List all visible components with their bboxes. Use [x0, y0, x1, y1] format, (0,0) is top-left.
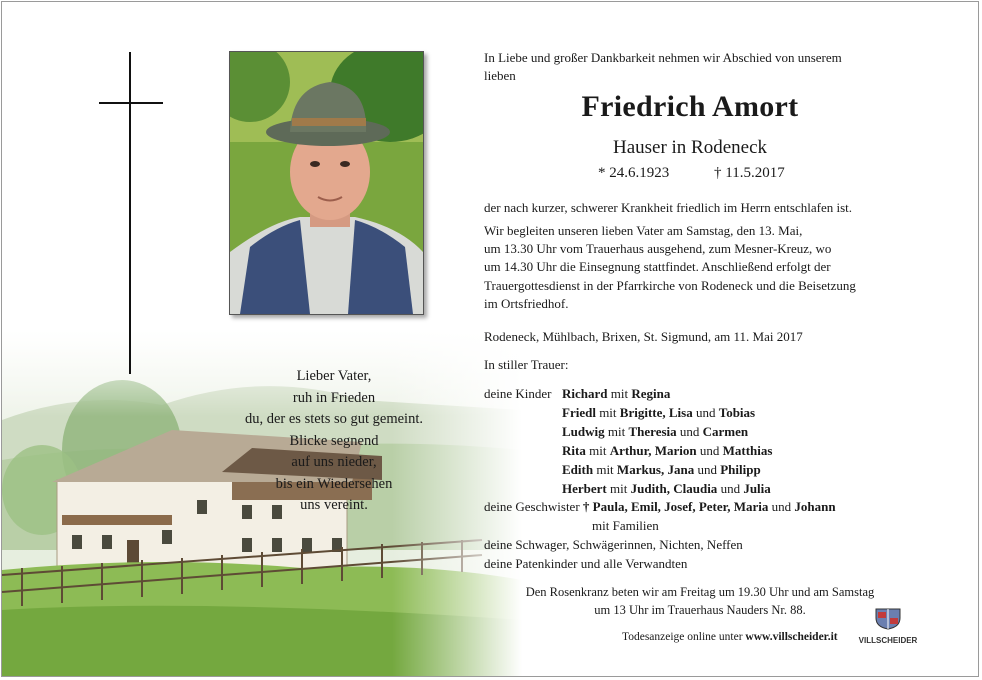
poem-line: ruh in Frieden — [292, 389, 376, 406]
birth-date: * 24.6.1923 — [598, 165, 670, 181]
family-member-name: Julia — [743, 481, 771, 496]
online-link[interactable]: www.villscheider.it — [745, 631, 838, 643]
family-member-name: Lisa — [668, 405, 693, 420]
family-member-name: Judith, Claudia — [630, 481, 718, 496]
rosary-line: um 13 Uhr im Trauerhaus Nauders Nr. 88. — [594, 602, 806, 617]
child-row — [562, 422, 748, 441]
child-row — [562, 441, 772, 460]
child-name: Richard — [562, 386, 608, 401]
child-row — [562, 384, 670, 403]
family-member-name: Brigitte, — [619, 405, 666, 420]
connector-word: und — [720, 481, 741, 496]
poem-line: bis ein Wiedersehen — [275, 475, 393, 492]
funeral-line: Wir begleiten unseren lieben Vater am Samstag, den 13. Mai, — [484, 223, 803, 238]
intro-text — [484, 49, 914, 85]
connector-word: und — [695, 405, 716, 420]
connector-word: mit — [607, 424, 626, 439]
siblings-prefix: deine Geschwister — [484, 499, 580, 514]
mourning-heading: In stiller Trauer: — [484, 357, 569, 372]
connector-word: und — [697, 462, 717, 477]
cross-icon-vertical — [129, 52, 131, 374]
siblings-names: † Paula, Emil, Josef, Peter, Maria — [582, 499, 769, 514]
passing-text: der nach kurzer, schwerer Krankheit friedlich im Herrn entschlafen ist. — [484, 200, 853, 215]
funeral-line: um 13.30 Uhr vom Trauerhaus ausgehend, zum Mesner-Kreuz, wo — [484, 241, 832, 257]
connector-word: und — [699, 443, 720, 458]
siblings-family: mit Familien — [592, 518, 659, 533]
funeral-line: Trauergottesdienst in der Pfarrkirche von Rodeneck und die Beisetzung — [484, 277, 856, 293]
poem-line: uns vereint. — [300, 497, 368, 513]
connector-word: mit — [599, 405, 617, 420]
connector-word: mit — [596, 462, 614, 477]
intro-line: lieben — [484, 68, 516, 84]
intro-line: In Liebe und großer Dankbarkeit nehmen wir Abschied von unserem — [484, 50, 842, 65]
family-member-name: Regina — [631, 386, 671, 401]
child-name: Friedl — [562, 405, 596, 420]
deceased-subtitle: Hauser in Rodeneck — [612, 137, 768, 158]
relatives-line-2: deine Patenkinder und alle Verwandten — [484, 556, 688, 571]
connector-word: mit — [610, 386, 629, 401]
child-name: Ludwig — [562, 424, 605, 439]
family-member-name: Philipp — [720, 462, 761, 477]
child-row — [562, 460, 761, 479]
death-date: † 11.5.2017 — [714, 165, 785, 181]
connector-word: mit — [589, 443, 607, 458]
relatives-line-1: deine Schwager, Schwägerinnen, Nichten, Neffen — [484, 537, 743, 552]
rosary-notice — [500, 584, 900, 619]
poem-line: Lieber Vater, — [296, 368, 372, 384]
siblings-line — [484, 497, 836, 516]
poem-line: Blicke segnend — [289, 432, 379, 449]
logo-name: VILLSCHEIDER — [858, 636, 918, 645]
online-notice — [622, 631, 838, 643]
connector-word: und — [679, 424, 700, 439]
funeral-line: um 14.30 Uhr die Einsegnung stattfindet. Anschließend erfolgt der — [484, 259, 831, 275]
family-member-name: Tobias — [718, 405, 756, 420]
child-name: Edith — [562, 462, 594, 477]
poem — [214, 366, 454, 517]
funeral-text — [484, 222, 914, 313]
family-member-name: Markus, Jana — [616, 462, 695, 477]
online-prefix: Todesanzeige online unter — [622, 631, 743, 643]
child-row — [562, 403, 755, 422]
place-date: Rodeneck, Mühlbach, Brixen, St. Sigmund, am 11. Mai 2017 — [484, 329, 803, 344]
family-member-name: Arthur, Marion — [609, 443, 697, 458]
crest-icon — [873, 606, 903, 630]
poem-line: auf uns nieder, — [291, 454, 377, 470]
funeral-line: im Ortsfriedhof. — [484, 295, 569, 311]
siblings-und: und — [771, 499, 792, 514]
villscheider-logo — [853, 606, 923, 645]
deceased-name: Friedrich Amort — [581, 90, 799, 123]
cross-icon-horizontal — [99, 102, 163, 104]
child-row — [562, 479, 771, 498]
family-member-name: Matthias — [722, 443, 773, 458]
family-member-name: Carmen — [702, 424, 749, 439]
child-name: Herbert — [562, 481, 607, 496]
children-prefix: deine Kinder — [484, 386, 552, 401]
connector-word: mit — [610, 481, 628, 496]
siblings-last: Johann — [794, 499, 836, 514]
poem-line: du, der es stets so gut gemeint. — [244, 411, 423, 427]
rosary-line: Den Rosenkranz beten wir am Freitag um 19.30 Uhr und am Samstag — [525, 585, 875, 599]
family-member-name: Theresia — [628, 424, 677, 439]
portrait-photo — [229, 51, 424, 315]
child-name: Rita — [562, 443, 586, 458]
